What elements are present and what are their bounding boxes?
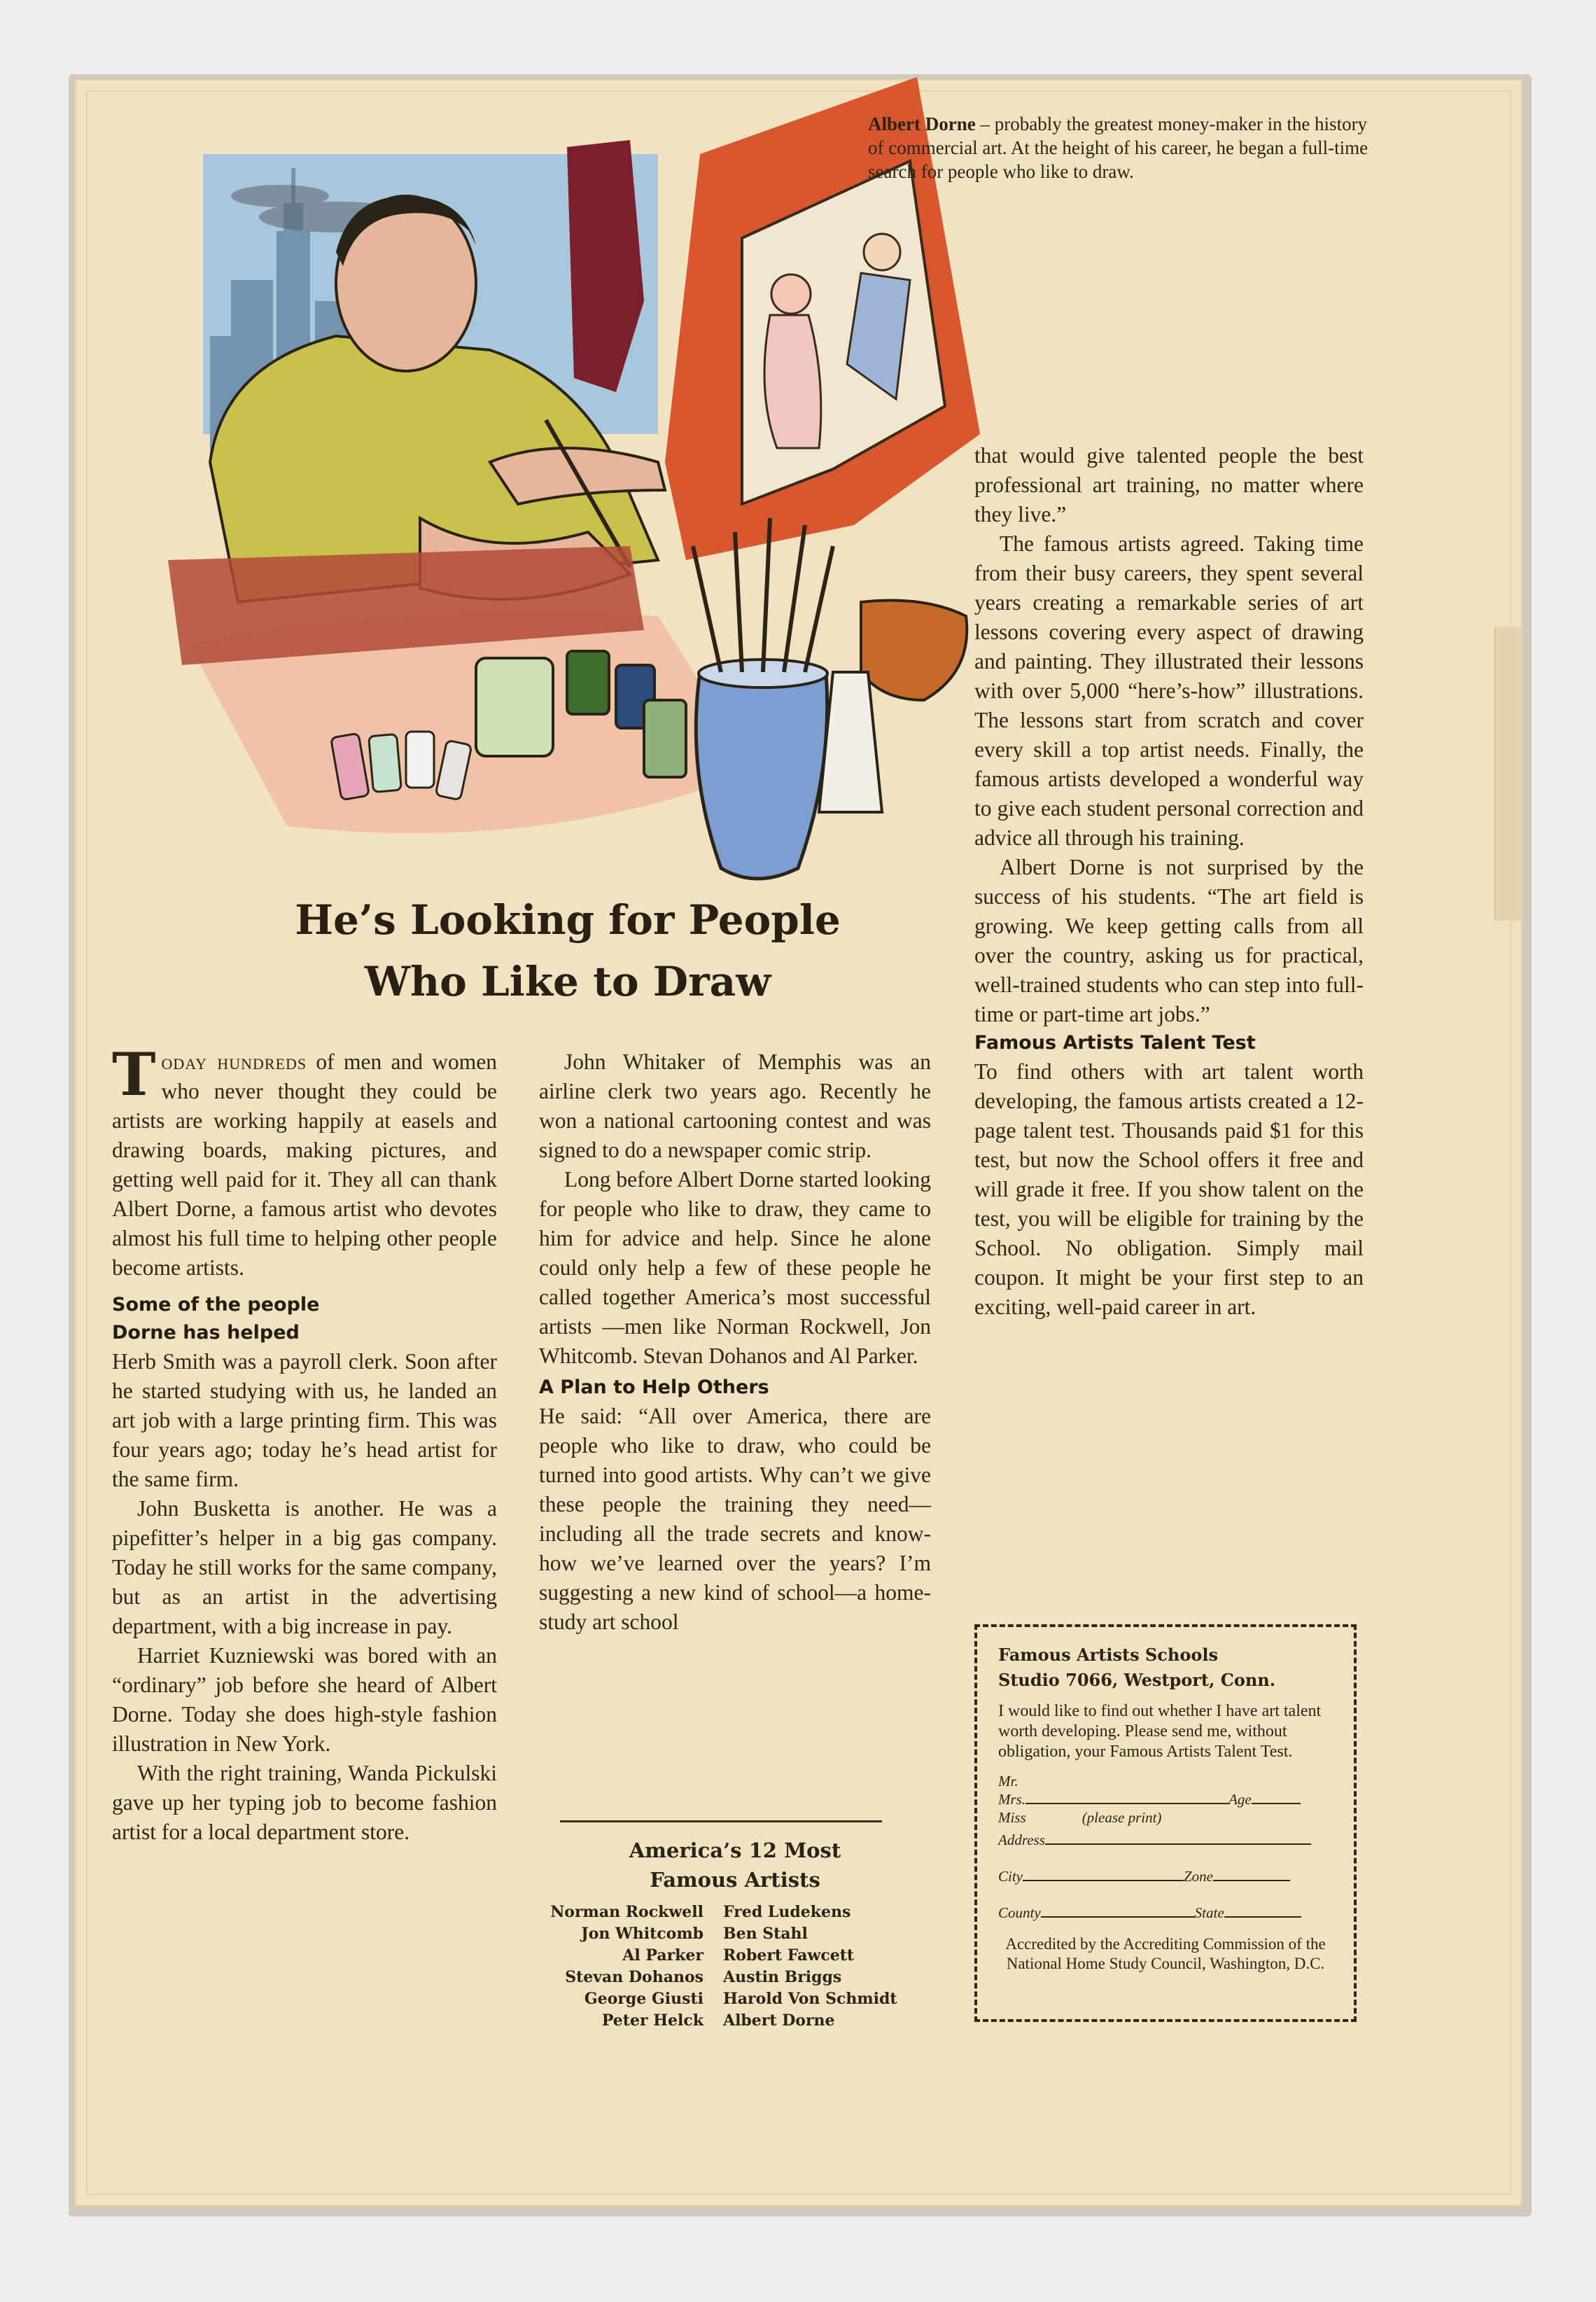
subhead-line-2: Dorne has helped — [112, 1322, 300, 1344]
mrs-label: Mrs. — [998, 1791, 1026, 1808]
artist-name: Austin Briggs — [723, 1968, 842, 1986]
coupon-name-fields[interactable] — [998, 1772, 1333, 1827]
lead-small-caps: oday hundreds — [161, 1049, 307, 1074]
headline-line-2: Who Like to Draw — [364, 958, 771, 1005]
state-label: State — [1194, 1904, 1224, 1921]
artist-name: Peter Helck — [601, 2011, 704, 2030]
col1-paragraph-1 — [112, 1040, 498, 1283]
mail-coupon[interactable] — [974, 1624, 1357, 2022]
coupon-address-field[interactable] — [998, 1831, 1333, 1849]
county-line[interactable] — [1041, 1916, 1195, 1918]
county-label: County — [998, 1904, 1041, 1921]
artist-name: Al Parker — [622, 1946, 704, 1965]
col3-paragraph-2: The famous artists agreed. Taking time from their busy careers, they spent several years creating a remarkable series of art lessons covering every aspect of drawing and painting. They illustrated their lessons with over 5,000 “here’s-how” illustrations. The lessons start from scratch and cover every skill a top artist needs. Finally, the famous artists developed a wonderful way to give each student personal correction and advice all through his training. — [974, 531, 1364, 850]
col2-paragraph-1: John Whitaker of Memphis was an airline clerk two years ago. Recently he won a national cartooning contest and was signed to do a newspaper comic strip. — [539, 1049, 931, 1162]
artist-name: Norman Rockwell — [550, 1903, 704, 1921]
col1-paragraph-3: John Busketta is another. He was a pipefitter’s helper in a big gas company. Today he still works for the same company, but as an artist in the advertising department, with a big increase in pay. — [112, 1496, 497, 1638]
bowl — [861, 601, 967, 701]
artist-name: Ben Stahl — [723, 1925, 808, 1943]
artists-box-title — [539, 1836, 931, 1895]
artist-name: George Giusti — [584, 1990, 704, 2008]
caption-text: – probably the greatest money-maker in the history of commercial art. At the height of his career, he began a full-time search for people who like to draw. — [868, 113, 1368, 182]
name-line[interactable] — [1026, 1803, 1228, 1804]
artist-row — [532, 1945, 952, 1967]
divider-rule — [560, 1820, 882, 1822]
zone-label: Zone — [1184, 1868, 1213, 1885]
artist-row — [532, 1902, 952, 1923]
article-column-1 — [112, 1040, 498, 1847]
age-label: Age — [1228, 1791, 1252, 1808]
col2-paragraph-2: Long before Albert Dorne started looking for people who like to draw, they came to him for advice and help. Since he alone could only help a few of these people he called together America’s most successful artists —men like Norman Rockwell, Jon Whitcomb. Stevan Dohanos and Al Parker. — [539, 1167, 931, 1368]
subhead-plan: A Plan to Help Others — [539, 1376, 769, 1398]
brush-vase — [696, 672, 827, 879]
artist-illustration — [126, 70, 1009, 952]
col3-paragraph-1: that would give talented people the best professional art training, no matter where they live.” — [974, 443, 1364, 526]
col1-paragraph-5: With the right training, Wanda Pickulski gave up her typing job to become fashion artist for a local department store. — [112, 1761, 497, 1844]
coupon-request-text: I would like to find out whether I have art talent worth developing. Please send me, without obligation, your Famous Artists Talent Test. — [998, 1702, 1322, 1761]
accreditation-text: Accredited by the Accrediting Commission of the National Home Study Council, Washington, D.C. — [1005, 1935, 1326, 1972]
article-column-2 — [539, 1047, 931, 1637]
headline-line-1: He’s Looking for People — [295, 896, 841, 944]
artist-name: Albert Dorne — [723, 2011, 835, 2030]
miss-label: Miss — [998, 1809, 1026, 1826]
artist-name: Robert Fawcett — [723, 1946, 855, 1965]
state-line[interactable] — [1224, 1916, 1301, 1918]
artist-row — [532, 2010, 952, 2032]
col3-paragraph-4: To find others with art talent worth developing, the famous artists created a 12-page talent test. Thousands paid $1 for this test, but now the School offers it free and will grade it free. If you show talent on the test, you will be eligible for training by the School. No obligation. Simply mail coupon. It might be your first step to an exciting, well-paid career in art. — [974, 1059, 1364, 1319]
artists-title-line-1: America’s 12 Most — [629, 1839, 841, 1862]
col1-p1-text: of men and women who never thought they could be artists are working happily at easels and drawing boards, making pictures, and getting well paid for it. They all can thank Albert Dorne, a famous artist who devotes almost his full time to helping other people become artists. — [112, 1049, 498, 1280]
print-note: (please print) — [1082, 1809, 1162, 1826]
col2-paragraph-3: He said: “All over America, there are people who like to draw, who could be turned into good artists. Why can’t we give these people the training they need—including all the trade secrets and know-how we’ve learned over the years? I’m suggesting a new kind of school—a home-study art school — [539, 1404, 931, 1634]
coupon-city-field[interactable] — [998, 1867, 1333, 1885]
subhead-talent-test: Famous Artists Talent Test — [974, 1032, 1256, 1054]
artist-row — [532, 1923, 952, 1945]
coupon-header — [998, 1642, 1333, 1693]
address-label: Address — [998, 1832, 1045, 1848]
subhead-people-helped — [112, 1291, 497, 1347]
artist-row — [532, 1967, 952, 1988]
city-line[interactable] — [1023, 1880, 1184, 1881]
age-line[interactable] — [1252, 1803, 1301, 1804]
col1-paragraph-4: Harriet Kuzniewski was bored with an “ordinary” job before she heard of Albert Dorne. Today she does high-style fashion illustration in New York. — [112, 1643, 497, 1756]
col1-paragraph-2: Herb Smith was a payroll clerk. Soon after he started studying with us, he landed an art job with a large printing firm. This was four years ago; today he’s head artist for the same firm. — [112, 1349, 497, 1491]
city-label: City — [998, 1868, 1023, 1885]
drop-cap: T — [112, 1040, 156, 1109]
artist-name: Jon Whitcomb — [581, 1925, 704, 1943]
illustration-caption — [868, 112, 1372, 183]
coupon-school-name: Famous Artists Schools — [998, 1645, 1218, 1665]
subhead-line-1: Some of the people — [112, 1294, 320, 1316]
mr-label: Mr. — [998, 1773, 1018, 1790]
address-line[interactable] — [1045, 1843, 1311, 1845]
famous-artists-list — [532, 1902, 952, 2032]
coupon-address: Studio 7066, Westport, Conn. — [998, 1670, 1276, 1690]
coupon-county-field[interactable] — [998, 1904, 1333, 1922]
artist-name: Harold Von Schmidt — [723, 1990, 897, 2008]
page-crease — [1494, 627, 1521, 921]
headline — [126, 889, 1009, 1012]
artist-row — [532, 1988, 952, 2010]
col3-paragraph-3: Albert Dorne is not surprised by the success of his students. “The art field is growing. We keep getting calls from all over the country, asking us for practical, well-trained students who can step into full-time or part-time art jobs.” — [974, 855, 1364, 1026]
zone-line[interactable] — [1213, 1880, 1290, 1881]
artists-title-line-2: Famous Artists — [650, 1868, 820, 1892]
article-column-3 — [974, 441, 1364, 1322]
caption-name: Albert Dorne — [868, 113, 976, 134]
artist-name: Stevan Dohanos — [565, 1968, 704, 1986]
artist-name: Fred Ludekens — [723, 1903, 851, 1921]
